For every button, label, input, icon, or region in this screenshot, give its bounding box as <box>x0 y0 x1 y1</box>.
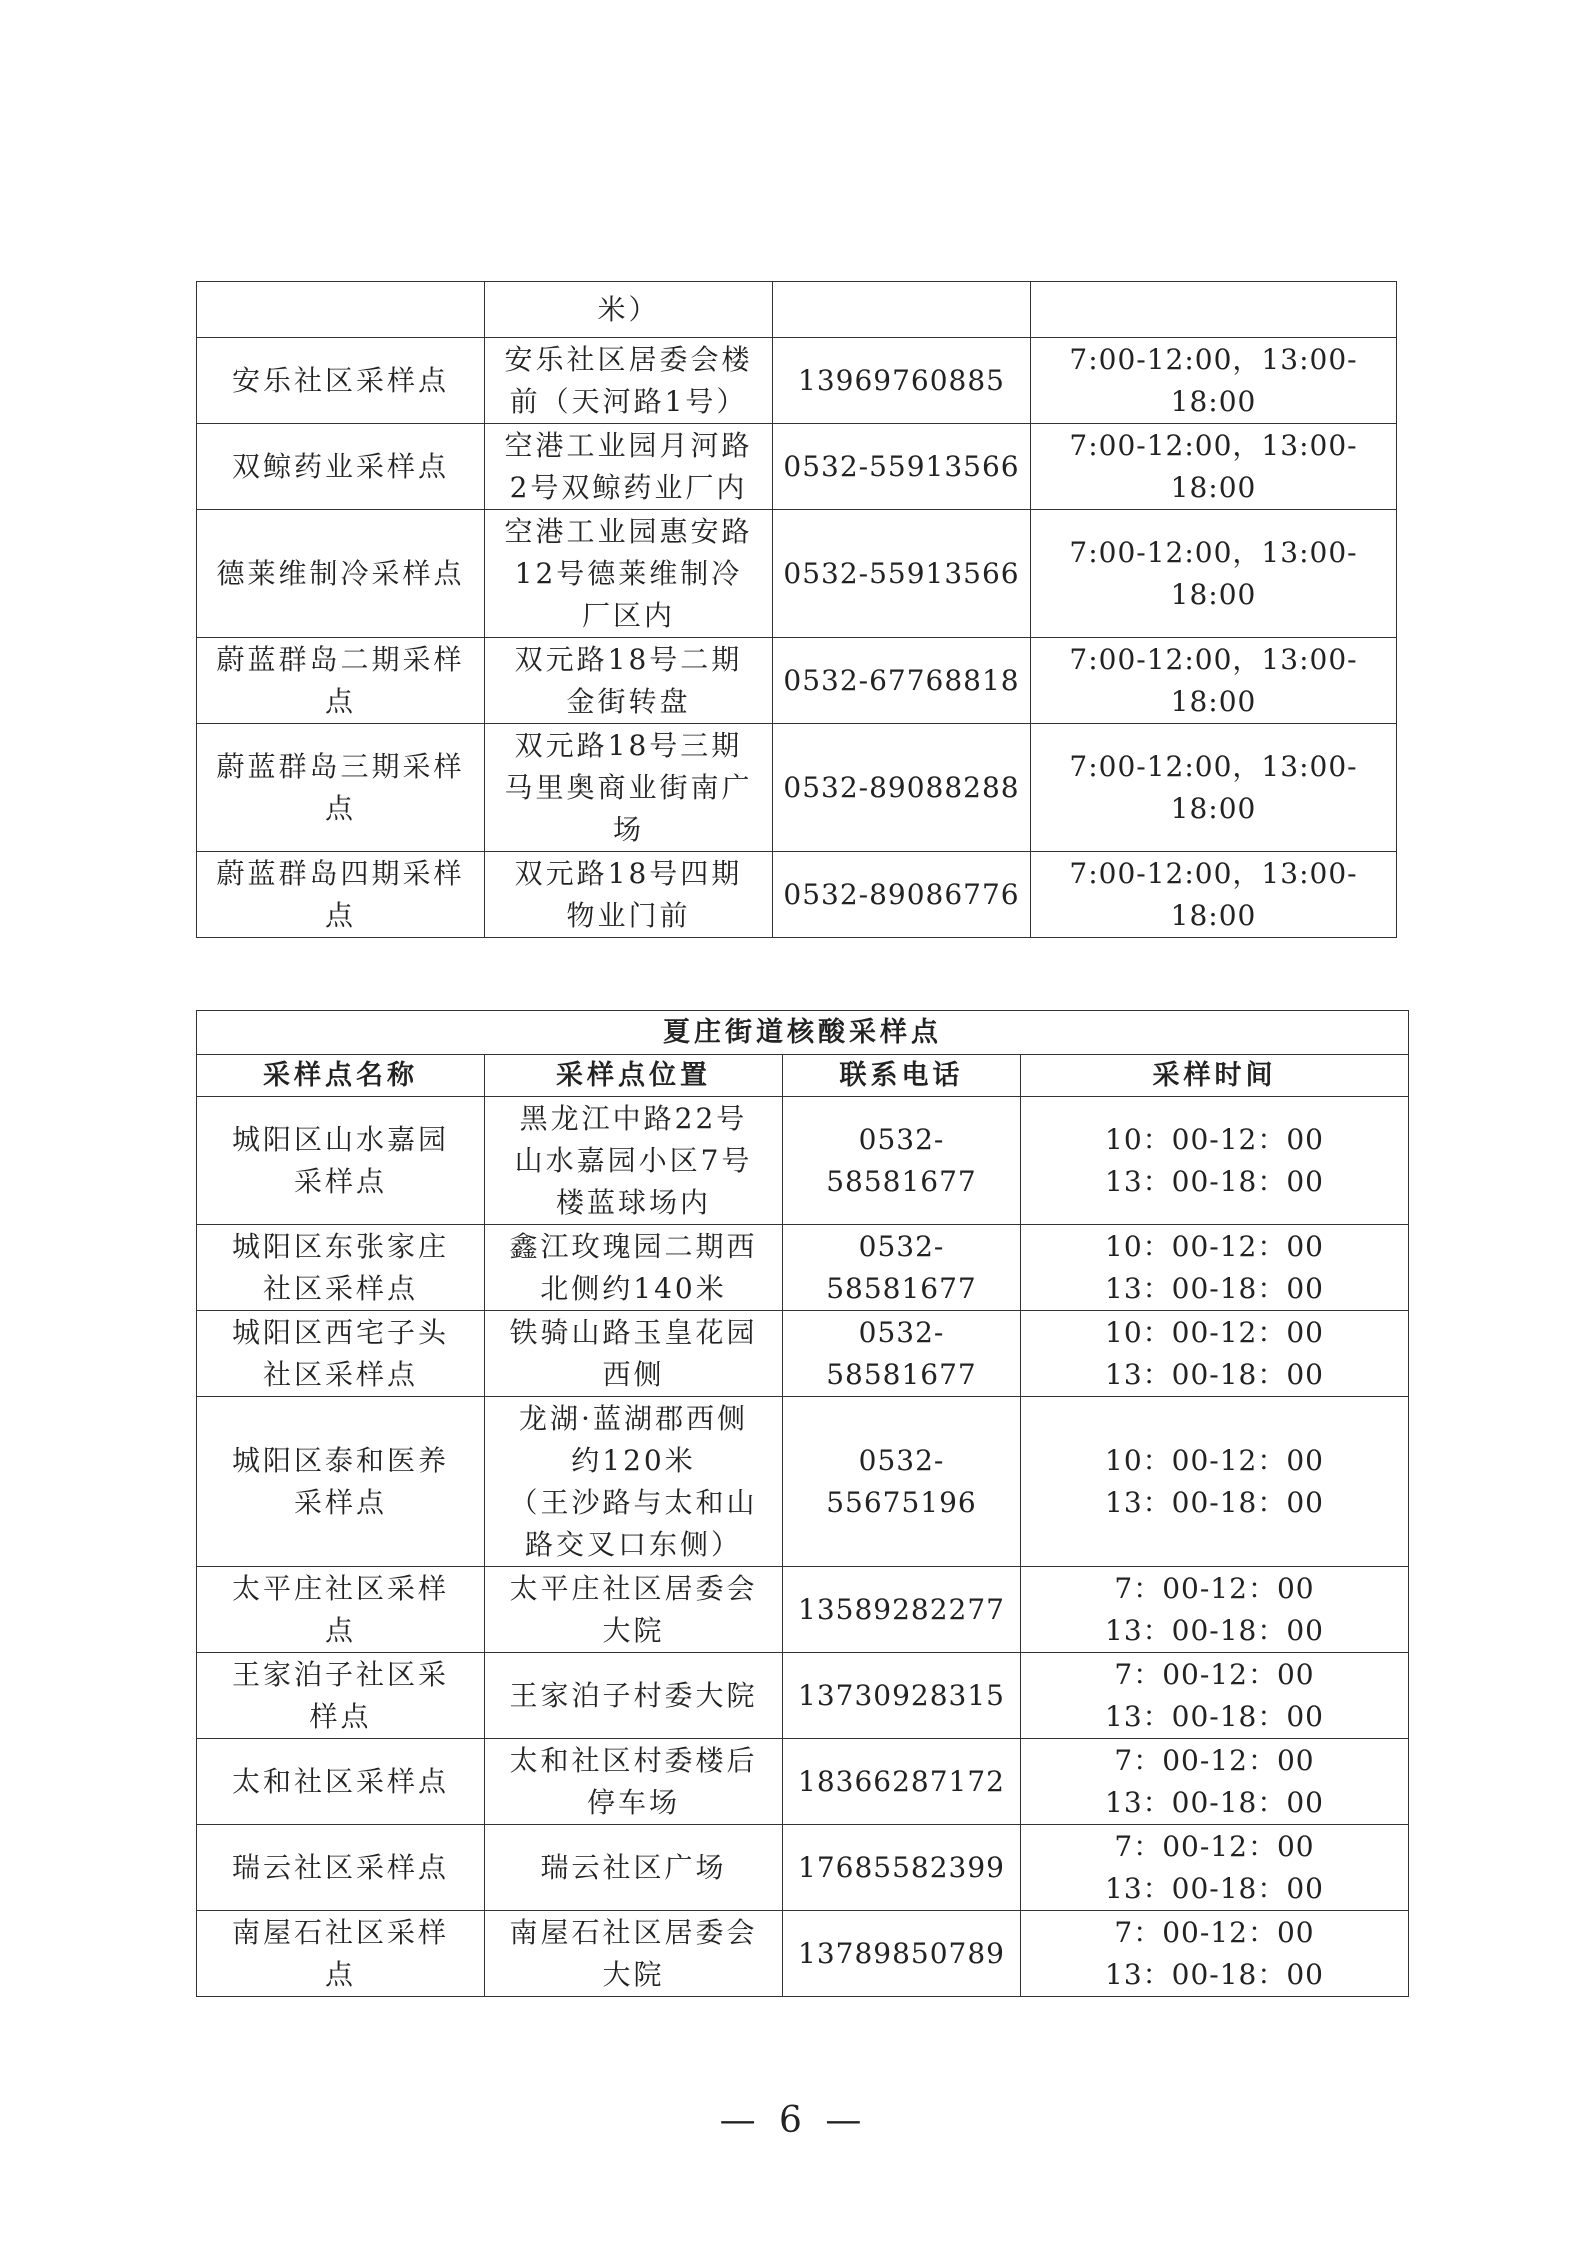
site-name-cell-text: 太和社区采样点 <box>231 1764 449 1798</box>
site-name-cell <box>197 1911 485 1997</box>
phone-cell-text: 0532-89086776 <box>783 877 1020 911</box>
phone-cell-text: 0532-55675196 <box>826 1443 977 1519</box>
phone-cell <box>783 1225 1021 1311</box>
site-name-cell <box>197 1225 485 1311</box>
site-location-cell <box>485 282 773 338</box>
phone-cell <box>773 638 1031 724</box>
table-row <box>197 338 1397 424</box>
site-location-cell-text: 安乐社区居委会楼 前（天河路1号） <box>504 342 753 418</box>
site-name-cell-text: 双鲸药业采样点 <box>231 449 449 483</box>
site-name-cell <box>197 1097 485 1225</box>
site-name-cell <box>197 1825 485 1911</box>
site-location-cell-text: 龙湖·蓝湖郡西侧 约120米 （王沙路与太和山 路交叉口东侧） <box>509 1401 758 1561</box>
time-cell <box>1021 1311 1409 1397</box>
table-row <box>197 1739 1409 1825</box>
time-cell <box>1031 282 1397 338</box>
site-location-cell <box>485 1911 783 1997</box>
phone-cell <box>773 852 1031 938</box>
phone-cell-text: 13589282277 <box>798 1592 1005 1626</box>
phone-cell <box>783 1567 1021 1653</box>
header-name: 采样点名称 <box>197 1055 485 1097</box>
page-number: — 6 — <box>719 2100 868 2141</box>
phone-cell-text: 0532-55913566 <box>783 449 1020 483</box>
table-row <box>197 1653 1409 1739</box>
time-cell-text: 10：00-12：00 13：00-18：00 <box>1105 1229 1324 1305</box>
table-row <box>197 1397 1409 1567</box>
header-time: 采样时间 <box>1021 1055 1409 1097</box>
phone-cell <box>783 1653 1021 1739</box>
phone-cell-text: 18366287172 <box>798 1764 1005 1798</box>
site-name-cell <box>197 1311 485 1397</box>
table-row <box>197 724 1397 852</box>
time-cell-text: 7:00-12:00，13:00- 18:00 <box>1069 749 1358 825</box>
time-cell-text: 7:00-12:00，13:00- 18:00 <box>1069 342 1358 418</box>
sampling-points-table-continued <box>196 281 1397 938</box>
time-cell <box>1031 510 1397 638</box>
time-cell-text: 7：00-12：00 13：00-18：00 <box>1105 1829 1324 1905</box>
time-cell-text: 7:00-12:00，13:00- 18:00 <box>1069 428 1358 504</box>
site-location-cell <box>485 1739 783 1825</box>
site-name-cell-text: 蔚蓝群岛三期采样 点 <box>216 749 465 825</box>
site-name-cell-text: 安乐社区采样点 <box>231 363 449 397</box>
time-cell-text: 7:00-12:00，13:00- 18:00 <box>1069 535 1358 611</box>
site-location-cell <box>485 638 773 724</box>
time-cell-text: 7：00-12：00 13：00-18：00 <box>1105 1743 1324 1819</box>
phone-cell-text: 0532-67768818 <box>783 663 1020 697</box>
phone-cell-text: 17685582399 <box>798 1850 1005 1884</box>
table-row <box>197 1097 1409 1225</box>
time-cell <box>1021 1825 1409 1911</box>
phone-cell <box>773 424 1031 510</box>
phone-cell <box>773 510 1031 638</box>
site-location-cell-text: 瑞云社区广场 <box>540 1850 727 1884</box>
table-row <box>197 1567 1409 1653</box>
site-location-cell <box>485 338 773 424</box>
site-name-cell <box>197 338 485 424</box>
site-location-cell-text: 米） <box>597 292 660 326</box>
header-phone: 联系电话 <box>783 1055 1021 1097</box>
header-location: 采样点位置 <box>485 1055 783 1097</box>
site-location-cell-text: 铁骑山路玉皇花园 西侧 <box>509 1315 758 1391</box>
phone-cell <box>773 282 1031 338</box>
table-row <box>197 424 1397 510</box>
time-cell <box>1021 1097 1409 1225</box>
site-location-cell <box>485 510 773 638</box>
site-location-cell-text: 空港工业园月河路 2号双鲸药业厂内 <box>504 428 753 504</box>
site-location-cell <box>485 1653 783 1739</box>
site-location-cell-text: 空港工业园惠安路 12号德莱维制冷 厂区内 <box>504 514 753 632</box>
site-name-cell <box>197 1739 485 1825</box>
site-location-cell <box>485 1097 783 1225</box>
table-row <box>197 1311 1409 1397</box>
phone-cell <box>783 1825 1021 1911</box>
phone-cell-text: 13730928315 <box>798 1678 1005 1712</box>
site-name-cell-text: 城阳区山水嘉园 采样点 <box>231 1122 449 1198</box>
site-location-cell-text: 双元路18号三期 马里奥商业街南广 场 <box>504 728 753 846</box>
time-cell-text: 10：00-12：00 13：00-18：00 <box>1105 1443 1324 1519</box>
time-cell <box>1021 1653 1409 1739</box>
phone-cell <box>773 724 1031 852</box>
site-name-cell <box>197 724 485 852</box>
time-cell <box>1021 1397 1409 1567</box>
table-row <box>197 510 1397 638</box>
table-row <box>197 1911 1409 1997</box>
time-cell-text: 7:00-12:00，13:00- 18:00 <box>1069 642 1358 718</box>
site-name-cell-text: 城阳区西宅子头 社区采样点 <box>231 1315 449 1391</box>
time-cell <box>1031 852 1397 938</box>
site-location-cell <box>485 1567 783 1653</box>
site-location-cell-text: 太和社区村委楼后 停车场 <box>509 1743 758 1819</box>
phone-cell <box>783 1311 1021 1397</box>
table-row <box>197 852 1397 938</box>
site-name-cell-text: 城阳区东张家庄 社区采样点 <box>231 1229 449 1305</box>
site-name-cell-text: 蔚蓝群岛四期采样 点 <box>216 856 465 932</box>
site-name-cell <box>197 424 485 510</box>
phone-cell-text: 0532-55913566 <box>783 556 1020 590</box>
time-cell-text: 7：00-12：00 13：00-18：00 <box>1105 1571 1324 1647</box>
time-cell <box>1031 424 1397 510</box>
site-location-cell <box>485 1311 783 1397</box>
time-cell <box>1021 1225 1409 1311</box>
time-cell <box>1031 338 1397 424</box>
site-name-cell-text: 太平庄社区采样 点 <box>231 1571 449 1647</box>
site-name-cell <box>197 1653 485 1739</box>
site-name-cell <box>197 638 485 724</box>
site-name-cell-text: 王家泊子社区采 样点 <box>231 1657 449 1733</box>
site-location-cell <box>485 724 773 852</box>
site-location-cell-text: 黑龙江中路22号 山水嘉园小区7号 楼蓝球场内 <box>514 1101 753 1219</box>
table-row <box>197 1225 1409 1311</box>
table-row <box>197 282 1397 338</box>
phone-cell <box>783 1739 1021 1825</box>
phone-cell <box>783 1911 1021 1997</box>
phone-cell-text: 13969760885 <box>798 363 1005 397</box>
site-name-cell <box>197 510 485 638</box>
site-location-cell <box>485 1225 783 1311</box>
time-cell <box>1031 638 1397 724</box>
site-name-cell-text: 南屋石社区采样 点 <box>231 1915 449 1991</box>
site-location-cell-text: 鑫江玫瑰园二期西 北侧约140米 <box>509 1229 758 1305</box>
site-name-cell <box>197 1397 485 1567</box>
time-cell-text: 7:00-12:00，13:00- 18:00 <box>1069 856 1358 932</box>
site-name-cell-text: 瑞云社区采样点 <box>231 1850 449 1884</box>
site-location-cell <box>485 1825 783 1911</box>
site-location-cell-text: 双元路18号四期 物业门前 <box>514 856 743 932</box>
time-cell <box>1021 1911 1409 1997</box>
site-location-cell-text: 南屋石社区居委会 大院 <box>509 1915 758 1991</box>
phone-cell <box>783 1397 1021 1567</box>
site-location-cell-text: 王家泊子村委大院 <box>509 1678 758 1712</box>
site-name-cell-text: 城阳区泰和医养 采样点 <box>231 1443 449 1519</box>
time-cell-text: 10：00-12：00 13：00-18：00 <box>1105 1315 1324 1391</box>
table-row <box>197 638 1397 724</box>
time-cell <box>1021 1739 1409 1825</box>
phone-cell <box>783 1097 1021 1225</box>
site-location-cell-text: 太平庄社区居委会 大院 <box>509 1571 758 1647</box>
table-row <box>197 1825 1409 1911</box>
site-name-cell <box>197 852 485 938</box>
time-cell <box>1021 1567 1409 1653</box>
table-title: 夏庄街道核酸采样点 <box>197 1011 1409 1055</box>
site-name-cell-text: 德莱维制冷采样点 <box>216 556 465 590</box>
site-location-cell <box>485 852 773 938</box>
phone-cell-text: 13789850789 <box>798 1936 1005 1970</box>
site-location-cell <box>485 424 773 510</box>
xiazhuang-sampling-points-table <box>196 1010 1409 1997</box>
phone-cell-text: 0532-58581677 <box>826 1122 977 1198</box>
site-location-cell-text: 双元路18号二期 金街转盘 <box>514 642 743 718</box>
phone-cell-text: 0532-58581677 <box>826 1315 977 1391</box>
time-cell-text: 10：00-12：00 13：00-18：00 <box>1105 1122 1324 1198</box>
time-cell-text: 7：00-12：00 13：00-18：00 <box>1105 1657 1324 1733</box>
time-cell-text: 7：00-12：00 13：00-18：00 <box>1105 1915 1324 1991</box>
site-name-cell-text: 蔚蓝群岛二期采样 点 <box>216 642 465 718</box>
site-name-cell <box>197 282 485 338</box>
phone-cell-text: 0532-58581677 <box>826 1229 977 1305</box>
site-name-cell <box>197 1567 485 1653</box>
site-location-cell <box>485 1397 783 1567</box>
phone-cell <box>773 338 1031 424</box>
phone-cell-text: 0532-89088288 <box>783 770 1020 804</box>
time-cell <box>1031 724 1397 852</box>
